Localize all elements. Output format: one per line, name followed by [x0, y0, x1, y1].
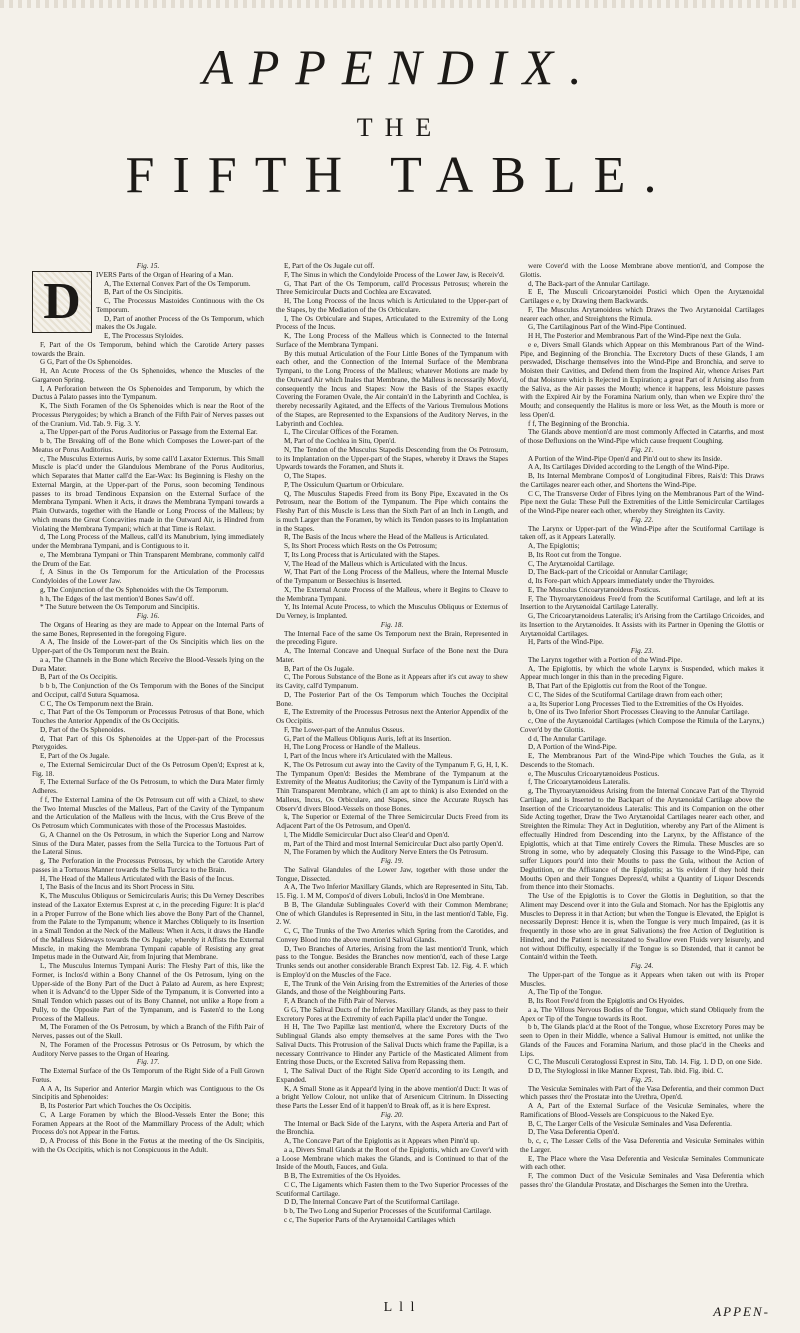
- paragraph: E, The Processus Styloides.: [104, 332, 184, 340]
- paragraph: D, The Posterior Part of the Os Temporum which Touches the Occipital Bone.: [276, 690, 508, 708]
- paragraph: g, The Thyroarytænoideus Arising from the Internal Concave Part of the Thyroid Cartilage, and is Inserted to the Backpart of the Arytænoidal Cartilage above the Insertion of the Cricoarytænoideus Lateralis: This and its Companion on the other Side Acting together, Draw the Two Arytænoidal Cartilages nearer each other, and Streighten the Rimula: They Act in Deglutition, whereby any Part of the Aliment is effectually Hindred from Descending into the Larynx, by the Affistance of the Epiglottis, which at that Time entirely Covers the Rimula. These Muscles are so Strong in some, who by adequately Closing this Passage to the Wind-Pipe, can suffer Liquors pour'd into their Mouths to pass the Gula, without the Action of Deglutition, or the Affistance of the Epiglottis; as 'tis evident if they hold their Mouths Open and their Tongues Depress'd, whilst a Quantity of Liquor Descends from thence into their Stomachs.: [520, 787, 764, 892]
- paragraph: K, The Os Petrosum cut away into the Cavity of the Tympanum F, G, H, I, K. The Tympanum Open'd: Besides the Membrane of the Tympanum at the Extremity of the Meatus Auditorius; the Cavity of the Tympanum is Lin'd with a Thin Transparent Membrane, which (I am apt to think) is also Extended on the Malleus, Incus, Os Orbiculare, and Stapes, since the Accurate Ruysch has Observ'd divers Blood-Vessels on those Bones.: [276, 760, 508, 813]
- paragraph: G G, The Salival Ducts of the Inferior Maxillary Glands, as they pass to their Excretory Pores at the Extremity of each Papilla plac'd under the Tongue.: [276, 1005, 508, 1023]
- paragraph: c, One of the Arytænoidal Cartilages (which Compose the Rimula of the Larynx,) Cover'd by the Glottis.: [520, 717, 764, 734]
- paragraph: H, Parts of the Wind-Pipe.: [528, 638, 604, 647]
- paragraph: A Portion of the Wind-Pipe Open'd and Pin'd out to shew its Inside.: [528, 454, 723, 463]
- text-column-3: [520, 262, 764, 1292]
- paragraph: The Vesiculæ Seminales with Part of the Vasa Deferentia, and their common Duct which passes thro' the Prostatæ into the Urethra, Open'd.: [520, 1084, 764, 1102]
- paragraph: E, The Place where the Vasa Deferentia and Vesiculæ Seminales Communicate with each other.: [520, 1154, 764, 1172]
- paragraph: a a, Divers Small Glands at the Root of the Epiglottis, which are Cover'd with a Loose Membrane which makes the Glands, and is Continued to that of the Inside of the Mouth, Fauces, and Gula.: [276, 1145, 508, 1172]
- paragraph: C C, The Transverse Order of Fibres lying on the Membranous Part of the Wind-Pipe next the Gula: These Pull the Extremities of the Little Semicircular Cartilages of the Wind-Pipe nearer each other, whereby they Streighten its Cavity.: [520, 489, 764, 515]
- paragraph: S, Its Short Process which Rests on the Os Petrosum;: [284, 542, 437, 550]
- paragraph: f f, The External Lamina of the Os Petrosum cut off with a Chizel, to shew the Two Internal Muscles of the Malleus, Part of the Cavity of the Tympanum and the Articulation of the Malleus with the Incus, with the Crus Breve of the Os Petrosum which Communicates with those of the Processus Mastoides.: [32, 795, 264, 830]
- paragraph: N, The Foramen of the Processus Petrosus or Os Petrosum, by which the Auditory Nerve passes to the Organ of Hearing.: [32, 1040, 264, 1058]
- figure-heading: Fig. 22.: [630, 515, 654, 524]
- paragraph: D, A Portion of the Wind-Pipe.: [528, 743, 617, 752]
- figure-heading: Fig. 15.: [136, 262, 160, 270]
- figure-heading: Fig. 19.: [380, 857, 404, 865]
- paragraph: R, The Basis of the Incus where the Head of the Malleus is Articulated.: [284, 533, 489, 542]
- paragraph: B, Part of the Os Jugale.: [284, 664, 355, 673]
- paragraph: The Internal or Back Side of the Larynx, with the Aspera Arteria and Part of the Bronchia.: [276, 1119, 508, 1137]
- paragraph: F, The External Surface of the Os Petrosum, to which the Dura Mater firmly Adheres.: [32, 778, 264, 795]
- figure-heading: Fig. 23.: [630, 647, 654, 655]
- paragraph: a a, The Channels in the Bone which Receive the Blood-Vessels lying on the Dura Mater.: [32, 655, 264, 673]
- paragraph: K, The Long Process of the Malleus which is Connected to the Internal Surface of the Membrana Tympani.: [276, 332, 508, 349]
- paragraph: f f, The Beginning of the Bronchia.: [528, 419, 630, 428]
- paragraph: E E, The Musculi Cricoarytænoidei Postici which Open the Arytænoidal Cartilages e e, by Drawing them Backwards.: [520, 288, 764, 305]
- paragraph: C, The Processus Mastoides Continuous with the Os Temporum.: [96, 297, 264, 314]
- paragraph: l, The Middle Semicircular Duct also Clear'd and Open'd.: [284, 830, 450, 839]
- paragraph: B, C, The Larger Cells of the Vesiculæ Seminales and Vasa Deferentia.: [528, 1119, 732, 1128]
- paragraph: G, A Channel on the Os Petrosum, in which the Superior Long and Narrow Sinus of the Dura Mater, passes from the Sella Turcica to the Tortuous Part of the Lateral Sinus.: [32, 830, 264, 857]
- heading-appendix: APPENDIX.: [202, 39, 598, 95]
- paragraph: D, Part of the Os Sphenoides.: [40, 725, 126, 734]
- paragraph: C, C, The Trunks of the Two Arteries which Spring from the Carotides, and Convey Blood into the above mention'd Salival Glands.: [276, 927, 508, 944]
- paragraph: * The Suture between the Os Temporum and Sincipitis.: [40, 603, 200, 612]
- paragraph: G, The Cartilaginous Part of the Wind-Pipe Continued.: [528, 323, 687, 332]
- paragraph: P, The Ossiculum Quartum or Orbiculare.: [284, 480, 404, 489]
- paragraph: d d, The Annular Cartilage.: [528, 734, 607, 743]
- paragraph: C C, The Sides of the Scutiformal Cartilage drawn from each other;: [528, 690, 723, 699]
- paragraph: E, The Trunk of the Vein Arising from the Extremities of the Arteries of those Glands, and those of the Neighbouring Parts.: [276, 979, 508, 997]
- paragraph: e, The Membrana Tympani or Thin Transparent Membrane, commonly call'd the Drum of the Ear.: [32, 550, 264, 568]
- paragraph: I, The Salival Duct of the Right Side Open'd according to its Length, and Expanded.: [276, 1067, 508, 1084]
- paragraph: F, The Lower-part of the Annulus Osseus.: [284, 725, 405, 734]
- figure-heading: Fig. 16.: [136, 612, 160, 620]
- paragraph: c c, The Superior Parts of the Arytænoidal Cartilages which: [284, 1215, 456, 1224]
- paragraph: The Larynx or Upper-part of the Wind-Pipe after the Scutiformal Cartilage is taken off, as it Appears Laterally.: [520, 524, 764, 542]
- paragraph: C, A Large Foramen by which the Blood-Vessels Enter the Bone; this Foramen Appears at the Root of the Mammillary Process of the Adult; which Process do's not Appear in the Fœtus.: [32, 1110, 264, 1137]
- paragraph: By this mutual Articulation of the Four Little Bones of the Tympanum with each other, and the Connection of the Internal Surface of the Membrana Tympani, to the Long Process of the Malleus; whatever Motions are made by the Outward Air which Inales that Membrane, the Malleus is necessarily Mov'd, consequently the Incus and Stapes: Now the Basis of the Stapes exactly Covering the Foramen Ovale, the Air contain'd in the Labyrinth and Cochlea, is thereby necessarily Agitated, and the Effects of the Various Tremulous Motions of the Stapes, are Represented to the Expansions of the Auditory Nerves, in the Labyrinth and Cochlea.: [276, 349, 508, 428]
- paragraph: C C, The Ligaments which Fasten them to the Two Superior Processes of the Scutiformal Cartilage.: [276, 1180, 508, 1198]
- figure-heading: Fig. 20.: [380, 1110, 404, 1119]
- paragraph: A, The Tip of the Tongue.: [528, 988, 603, 997]
- paragraph: b, One of its Two Inferior Short Processes Cleaving to the Annular Cartilage.: [528, 708, 750, 717]
- page-signature: L l l: [383, 1300, 417, 1315]
- paragraph: K, The Musculus Obliquus or Semicircularis Auris; this Du Verney Describes instead of the Laxator Externus Exprest at c, in the preceding Figure: It is plac'd in a Proper Furrow of the Bone which lies above the Bony Part of the Channel, from the Palate to the Tympanum; whence it Marches Obliquely to its Insertion in a Small Tendon at the Neck of the Malleus: When it Acts, it draws the Handle of the Malleus Sideways towards the Os Jugale; whereby it Affists the External Muscle, in making the Membrana Tympani capable of Resisting any great Impetus made in the Outward Air, from Injuring that Membrane.: [32, 892, 264, 962]
- heading-fifth-table: FIFTH TABLE.: [125, 147, 675, 204]
- paragraph: d, The Back-part of the Annular Cartilage.: [528, 279, 650, 288]
- paragraph: c, That Part of the Os Temporum or Processus Petrosus of that Bone, which Touches the Anterior Appendix of the Os Occipitis.: [32, 708, 264, 725]
- paragraph: d, Its Fore-part which Appears immediately under the Thyroides.: [528, 577, 715, 585]
- paragraph: f, The Cricoarytænoideus Lateralis.: [528, 778, 630, 787]
- paragraph: D, Two Branches of Arteries, Arising from the last mention'd Trunk, which pass to the Tongue. Besides the Branches now mention'd, each of these Large Trunks sends out another considerable Branch Exprest Tab. 12. Fig. 4. F. which is Employ'd on the Muscles of the Face.: [276, 944, 508, 979]
- paragraph: were Cover'd with the Loose Membrane above mention'd, and Compose the Glottis.: [520, 262, 764, 279]
- paragraph: D, The Back-part of the Cricoidal or Annular Cartilage;: [528, 568, 688, 577]
- paragraph: E, Part of the Os Jugale cut off.: [284, 262, 375, 270]
- figure-heading: Fig. 25.: [630, 1075, 654, 1084]
- paragraph: W, That Part of the Long Process of the Malleus, where the Internal Muscle of the Tympanum or Bessechius is Inserted.: [276, 568, 508, 585]
- paragraph: M, The Foramen of the Os Petrosum, by which a Branch of the Fifth Pair of Nerves, passes out of the Skull.: [32, 1023, 264, 1040]
- paragraph: K, A Small Stone as it Appear'd lying in the above mention'd Duct: It was of a bright Yellow Colour, not unlike that of Arsenicum Citrinum. In Dissecting these Parts the Lesser End of it happen'd to Break off, as it is here Exprest.: [276, 1084, 508, 1110]
- paragraph: A A, The Inside of the Lower-part of the Os Sincipitis which lies on the Upper-part of the Os Temporum next the Brain.: [32, 638, 264, 655]
- paragraph: IVERS Parts of the Organ of Hearing of a Man.: [96, 270, 234, 279]
- paragraph: C, The Porous Substance of the Bone as it Appears after it's cut away to shew its Cavity, call'd Tympanum.: [276, 673, 508, 690]
- paragraph: N, The Tendon of the Musculus Stapedis Descending from the Os Petrosum, to its Implantation on the Upper-part of the Stapes, whereby it Draws the Stapes Upwards towards the Foramen, and Shuts it.: [276, 445, 508, 472]
- paragraph: B B, The Glandulæ Sublinguales Cover'd with their Common Membrane; One of which Glandules is Represented in Situ, in the last mention'd Table, Fig. 2. W.: [276, 900, 508, 927]
- paragraph: A, The External Convex Part of the Os Temporum.: [104, 279, 251, 288]
- paragraph: H, The Long Process or Handle of the Malleus.: [284, 743, 421, 752]
- paragraph: g, The Conjunction of the Os Sphenoides with the Os Temporum.: [40, 585, 229, 594]
- paragraph: a a, The Villous Nervous Bodies of the Tongue, which stand Obliquely from the Apex or Tip of the Tongue towards its Root.: [520, 1005, 764, 1023]
- paragraph: I, The Os Orbiculare and Stapes, Articulated to the Extremity of the Long Process of the Incus.: [276, 314, 508, 332]
- paragraph: B, Its Root Free'd from the Epiglottis and Os Hyoides.: [528, 997, 685, 1005]
- paragraph: The Salival Glandules of the Lower Jaw, together with those under the Tongue, Dissected.: [276, 865, 508, 883]
- paragraph: Q, The Musculus Stapedis Freed from its Bony Pipe, Excavated in the Os Petrosum, near the Bottom of the Tympanum. The Pipe which contains the Fleshy Part of this Muscle is Less than the Sixth Part of an Inch in Length, and is much Larger than the Foramen, by which its Tendon passes to its Implantation in the Stapes.: [276, 489, 508, 533]
- paragraph: A A A, Its Superior and Anterior Margin which was Contiguous to the Os Sincipitis and Sphenoides:: [32, 1084, 264, 1102]
- paragraph: d, The Long Process of the Malleus, call'd its Manubrium, lying immediately under the Membrana Tympani, and is Contiguous to it.: [32, 533, 264, 550]
- paragraph: m, Part of the Third and most Internal Semicircular Duct also partly Open'd.: [284, 839, 504, 848]
- paragraph: C, The Arytænoidal Cartilage.: [528, 559, 615, 568]
- paragraph: The Glands above mention'd are most commonly Affected in Catarrhs, and most of those Defluxions on the Wind-Pipe which cause frequent Coughing.: [520, 428, 764, 445]
- figure-heading: Fig. 18.: [380, 620, 404, 629]
- paragraph: V, The Head of the Malleus which is Articulated with the Incus.: [284, 559, 468, 568]
- paragraph: K, The Sixth Foramen of the Os Sphenoides which is near the Root of the Processus Pterygoides; by which a Branch of the Fifth Pair of Nerves passes out of the Cranium. Vid. Tab. 9. Fig. 3. Y.: [32, 402, 264, 428]
- paragraph: A, The Internal Concave and Unequal Surface of the Bone next the Dura Mater.: [276, 647, 508, 664]
- paragraph: c, The Musculus Externus Auris, by some call'd Laxator Externus. This Small Muscle is plac'd under the Glandulous Membrane of the Porus Auditorius, which Separates that Matter call'd the Ear-Wax: Its Beginning is Fleshy on the External Margin, at the Upper-part of the Porus, soon becoming Tendinous passes to its broad Tendinous Expansion on the External Surface of the Membrana Tympani. When it Acts, it draws the Membrana Tympani towards a Plain Outwards, together with the Handle or Long Process of the Malleus; by which means the Great Concavities made in the Outward Air, is Hindred from Violating the Membrana Tympani; which at that Time is Relaxt.: [32, 454, 264, 533]
- paragraph: H, The Long Process of the Incus which is Articulated to the Upper-part of the Stapes, by the Mediation of the Os Orbiculare.: [276, 297, 508, 314]
- paragraph: b b, The Glands plac'd at the Root of the Tongue, whose Excretory Pores may be seen to Open in their Middle, whence a Salival Humour is emitted, not unlike the Glands of the Fauces and Foramina Narium, and those plac'd in the Cheeks and Lips.: [520, 1023, 764, 1058]
- paragraph: F, The common Duct of the Vesiculæ Seminales and Vasa Deferentia which passes thro' the Glandulæ Prostatæ, and Discharges the Semen into the Urethra.: [520, 1172, 764, 1189]
- paragraph: G, The Cricoarytænoideus Lateralis; it's Arising from the Cartilago Cricoides, and its Insertion to the Arytænoides. It Assists with its Partner in Opening the Glottis or Arytænoidal Cartilages.: [520, 612, 764, 638]
- paragraph: B, Part of the Os Sincipitis.: [104, 288, 183, 297]
- paragraph: The Organs of Hearing as they are made to Appear on the Internal Parts of the same Bones, Represented in the foregoing Figure.: [32, 620, 264, 638]
- paragraph: I, Part of the Incus where it's Articulated with the Malleus.: [284, 752, 453, 760]
- paragraph: D, The Vasa Deferentia Open'd.: [528, 1128, 620, 1137]
- paragraph: F, A Branch of the Fifth Pair of Nerves.: [284, 997, 398, 1005]
- paragraph: f, A Sinus in the Os Temporum for the Articulation of the Processus Condyloides of the Lower Jaw.: [32, 568, 264, 585]
- paragraph: B, Part of the Os Occipitis.: [40, 673, 118, 682]
- paragraph: O, The Stapes.: [284, 472, 327, 480]
- paragraph: D D, The Styloglossi in like Manner Exprest, Tab. ibid. Fig. ibid. C.: [528, 1067, 724, 1075]
- paragraph: F, Part of the Os Temporum, behind which the Carotide Artery passes towards the Brain.: [32, 340, 264, 358]
- text-column-1: [32, 262, 264, 1292]
- paragraph: G G, Part of the Os Sphenoides.: [40, 358, 133, 367]
- paragraph: Y, Its Internal Acute Process, to which the Musculus Obliquus or Externus of Du Verney, is Implanted.: [276, 603, 508, 620]
- paragraph: The Upper-part of the Tongue as it Appears when taken out with its Proper Muscles.: [520, 970, 764, 988]
- paragraph: H H, The Two Papillæ last mention'd, where the Excretory Ducts of the Sublingual Glands also empty themselves at the same Pores with the Two Salival Ducts. This Protrusion of the Salival Ducts which frame the Papillæ, is a necessary Contrivance to Hinder any Particle of the Masticated Aliment from Entring those Ducts, or the Excreted Saliva from Repassing them.: [276, 1023, 508, 1067]
- paragraph: A, The Epiglottis;: [528, 542, 580, 550]
- paragraph: E, The Extremity of the Processus Petrosus next the Anterior Appendix of the Os Occipitis.: [276, 708, 508, 725]
- paragraph: A A, Its Cartilages Divided according to the Length of the Wind-Pipe.: [528, 463, 729, 472]
- paragraph: C C, The Musculi Ceratoglossi Exprest in Situ, Tab. 14. Fig. 1. D D, on one Side.: [528, 1058, 763, 1067]
- top-ornament: [0, 0, 800, 8]
- paragraph: A, The Concave Part of the Epiglottis as it Appears when Pinn'd up.: [284, 1137, 480, 1145]
- figure-heading: Fig. 24.: [630, 962, 654, 970]
- paragraph: B, Its Internal Membrane Compos'd of Longitudinal Fibres, Rais'd: This Draws the Cartilages nearer each other, and Shortens the Wind-Pipe.: [520, 472, 764, 489]
- paragraph: N, The Foramen by which the Auditory Nerve Enters the Os Petrosum.: [284, 848, 489, 857]
- paragraph: I, The Basis of the Incus and its Short Process in Situ.: [40, 883, 195, 892]
- paragraph: h h, The Edges of the last mention'd Bones Saw'd off.: [40, 594, 195, 603]
- paragraph: D D, The Internal Concave Part of the Scutiformal Cartilage.: [284, 1198, 460, 1207]
- figure-heading: Fig. 21.: [630, 445, 654, 454]
- paragraph: L, The Musculus Internus Tympani Auris: The Fleshy Part of this, like the Former, is Inclos'd within a Bony Channel of the Os Petrosum, lying on the Upper-side of the Bony Part of the Duct à Palato ad Aurem, as here Exprest; when it is Advanc'd to the Upper Side of the Tympanum, it is Converted into a Small Tendon which passes out of its Bony Channel, not unlike a Rope from a Pully, to the Opposite Part of the Tympanum, and is Fasten'd to the Long Process of the Malleus.: [32, 962, 264, 1023]
- paragraph: A A, The Two Inferior Maxillary Glands, which are Represented in Situ, Tab. 15. Fig. 1. M M, Compos'd of divers Lobuli, Inclos'd in One Membrane.: [276, 883, 508, 900]
- paragraph: G, Part of the Malleus Obliquus Auris, left at its Insertion.: [284, 734, 452, 743]
- paragraph: b, c, c, The Lesser Cells of the Vasa Deferentia and Vesiculæ Seminales within the Larger.: [520, 1137, 764, 1154]
- paragraph: F, The Sinus in which the Condyloide Process of the Lower Jaw, is Receiv'd.: [284, 270, 505, 279]
- paragraph: b b b, The Conjunction of the Os Temporum with the Bones of the Sinciput and Occiput, call'd Sutura Squamosa.: [32, 682, 264, 699]
- paragraph: L, The Circular Offices of the Foramen.: [284, 428, 399, 437]
- paragraph: H H, The Posterior and Membranous Part of the Wind-Pipe next the Gula.: [528, 332, 742, 340]
- paragraph: C C, The Os Temporum next the Brain.: [40, 699, 154, 708]
- drop-cap: D: [32, 271, 92, 333]
- paragraph: a, The Upper-part of the Porus Auditorius or Passage from the External Ear.: [40, 428, 258, 437]
- paragraph: D, A Process of this Bone in the Fœtus at the meeting of the Os Sincipitis, with the Os Occipitis, which is not Conspicuous in the Adult.: [32, 1137, 264, 1154]
- paragraph: F, The Musculus Arytænoideus which Draws the Two Arytænoidal Cartilages nearer each other, and Streightens the Rimula.: [520, 305, 764, 323]
- paragraph: I, A Perforation between the Os Sphenoides and Temporum, by which the Ductus à Palato passes into the Tympanum.: [32, 384, 264, 402]
- paragraph: H, The Head of the Malleus Articulated with the Basis of the Incus.: [40, 874, 234, 883]
- paragraph: B, Its Root cut from the Tongue.: [528, 550, 622, 559]
- paragraph: The Internal Face of the same Os Temporum next the Brain, Represented in the preceding Figure.: [276, 629, 508, 647]
- paragraph: G, That Part of the Os Temporum, call'd Processus Petrosus; wherein the Three Semicircular Ducts and Cochlea are Excavated.: [276, 279, 508, 297]
- paragraph: D, Part of another Process of the Os Temporum, which makes the Os Jugale.: [96, 314, 264, 332]
- paragraph: The External Surface of the Os Temporum of the Right Side of a Full Grown Fœtus.: [32, 1067, 264, 1084]
- paragraph: B B, The Extremities of the Os Hyoides.: [284, 1172, 401, 1180]
- paragraph: The Larynx together with a Portion of the Wind-Pipe.: [528, 655, 683, 664]
- paragraph: A A, Part of the External Surface of the Vesiculæ Seminales, where the Ramifications of Blood-Vessels are Conspicuous to the Naked Eye.: [520, 1102, 764, 1119]
- paragraph: E, The Musculus Cricoarytænoideus Posticus.: [528, 585, 661, 594]
- catchword: APPEN-: [713, 1304, 770, 1319]
- paragraph: e e, Divers Small Glands which Appear on this Membranous Part of the Wind-Pipe, and Beginning of the Bronchia. The Excretory Ducts of these Glands, I am perswaded, Discharge themselves into the Wind-Pipe and Bronchia, and serve to Moisten their Cavities, and Defend them from the Inspired Air, whence Arises Part of that Moisture which is Rejected in Expiration; a great Part of it Arising also from the Saliva, as the Air passes the Mouth; whence it happens, less Moisture passes with the Expired Air by the Foramina Narium only, than when we Expire thro' the Mouth; and consequently the Halitus is more or less Wet, as the Mouth is more or less Open'd.: [520, 340, 764, 419]
- text-column-2: [276, 262, 508, 1292]
- paragraph: g, The Perforation in the Processus Petrosus, by which the Carotide Artery passes in a Tortuous Manner towards the Sella Turcica to the Brain.: [32, 857, 264, 874]
- paragraph: B, Its Posterior Part which Touches the Os Occipitis.: [40, 1102, 192, 1110]
- paragraph: k, The Superior or External of the Three Semicircular Ducts Freed from its Adjacent Part of the Os Petrosum, and Open'd.: [276, 813, 508, 830]
- paragraph: X, The External Acute Process of the Malleus, where it Begins to Cleave to the Membrana Tympani.: [276, 585, 508, 603]
- paragraph: H, An Acute Process of the Os Sphenoides, whence the Muscles of the Gargareon Spring.: [32, 367, 264, 384]
- paragraph: e, The External Semicircular Duct of the Os Petrosum Open'd; Exprest at k, Fig. 18.: [32, 760, 264, 778]
- paragraph: The Use of the Epiglottis is to Cover the Glottis in Deglutition, so that the Aliment may Descend over it into the Gula and Stomach. Nor has the Epiglottis any Muscles to Depress it in that Action; but when the Tongue is Elevated, the Epiglot is necessarily Deprest: Hence it is, when the Tongue is very much Impaired, (as it is frequently in those who are in great Salivations) the free Action of Deglutition is Hindred, and the Patient is necessitated to Swallow even Fluids very leisurely, and not without Difficulty, especially if the Tongue is so Distended, that it cannot be Contain'd within the Teeth.: [520, 892, 764, 962]
- paragraph: F, The Thyroarytænoideus Free'd from the Scutiformal Cartilage, and left at its Insertion to the Arytænoidal Cartilage Laterally.: [520, 594, 764, 612]
- paragraph: E, The Membranous Part of the Wind-Pipe which Touches the Gula, as it Descends to the Stomach.: [520, 752, 764, 769]
- paragraph: M, Part of the Cochlea in Situ, Open'd.: [284, 437, 396, 445]
- paragraph: d, That Part of this Os Sphenoides at the Upper-part of the Processus Pterygoides.: [32, 734, 264, 752]
- paragraph: E, Part of the Os Jugale.: [40, 752, 110, 760]
- paragraph: e, The Musculus Cricoarytænoideus Posticus.: [528, 769, 660, 778]
- heading-the: THE: [356, 113, 444, 142]
- figure-heading: Fig. 17.: [136, 1058, 160, 1067]
- paragraph: B, That Part of the Epiglottis cut from the Root of the Tongue.: [528, 682, 707, 690]
- paragraph: b b, The Two Long and Superior Processes of the Scutiformal Cartilage.: [284, 1207, 492, 1215]
- paragraph: a a, Its Superior Long Processes Tied to the Extremities of the Os Hyoides.: [528, 699, 744, 708]
- paragraph: A, The Epiglottis, by which the whole Larynx is Suspended, which makes it Appear much longer in this than in the preceding Figure.: [520, 664, 764, 682]
- paragraph: b b, The Breaking off of the Bone which Composes the Lower-part of the Meatus or Porus Auditorius.: [32, 437, 264, 454]
- paragraph: T, Its Long Process that is Articulated with the Stapes.: [284, 550, 440, 559]
